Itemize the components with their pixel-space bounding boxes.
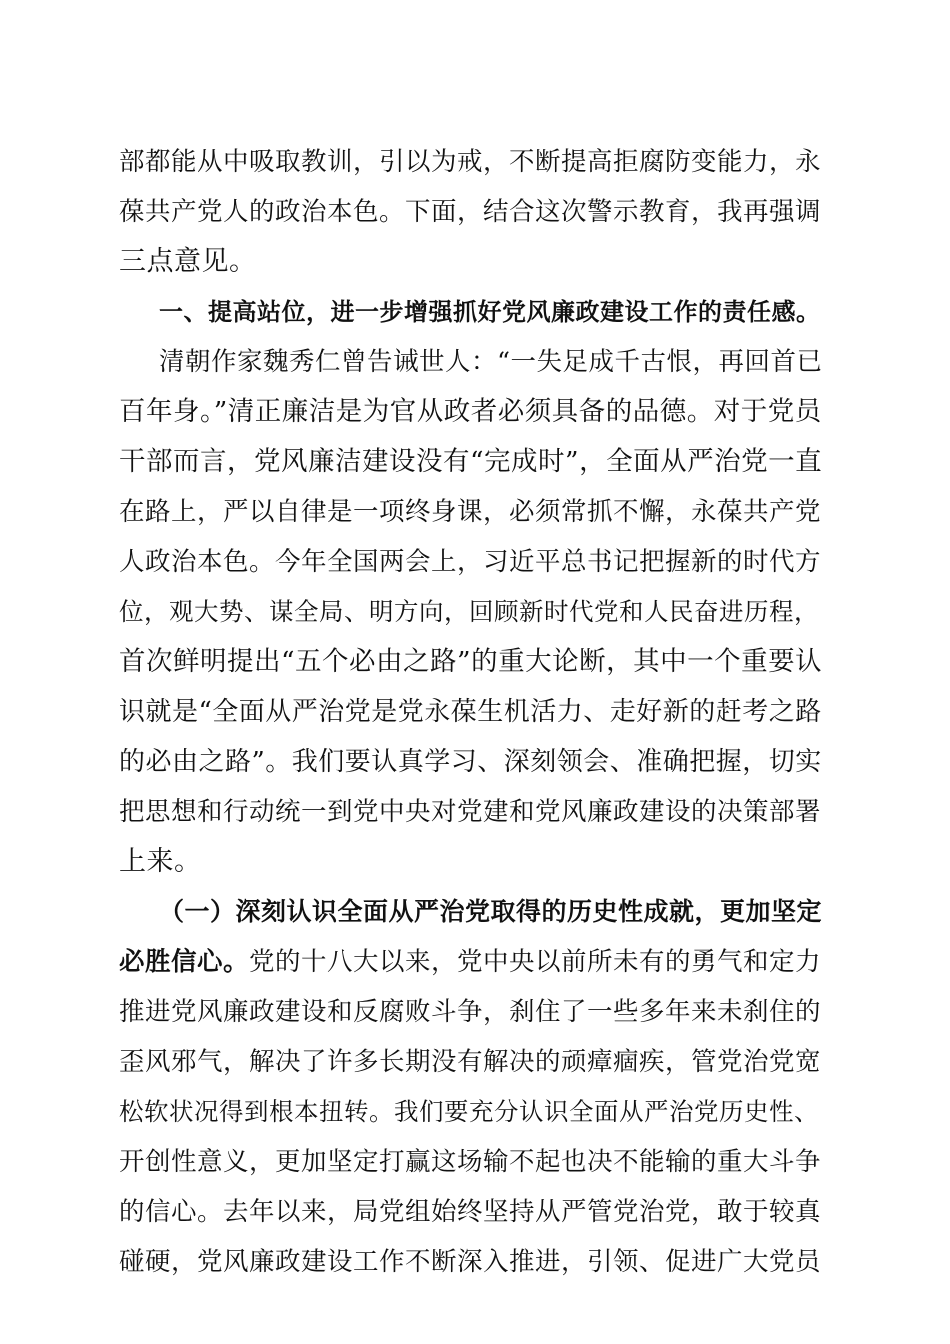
body-line: 首次鲜明提出“五个必由之路”的重大论断，其中一个重要认 — [119, 646, 823, 677]
body-line: 百年身。”清正廉洁是为官从政者必须具备的品德。对于党员 — [119, 396, 822, 427]
body-line: 人政治本色。今年全国两会上，习近平总书记把握新的时代方 — [119, 547, 822, 577]
body-line-tail: 党的十八大以来，党中央以前所未有的勇气和定力 — [249, 947, 822, 977]
body-line: 识就是“全面从严治党是党永葆生机活力、走好新的赶考之路 — [119, 697, 822, 727]
body-line: 的信心。去年以来，局党组始终坚持从严管党治党，敢于较真 — [119, 1197, 822, 1227]
body-line: 位，观大势、谋全局、明方向，回顾新时代党和人民奋进历程， — [119, 597, 819, 626]
body-line: 歪风邪气，解决了许多长期没有解决的顽瘴痼疾，管党治党宽 — [119, 1047, 822, 1077]
body-line: 碰硬，党风廉政建设工作不断深入推进，引领、促进广大党员 — [119, 1247, 822, 1277]
body-line: 三点意见。 — [119, 246, 257, 277]
body-line: 开创性意义，更加坚定打赢这场输不起也决不能输的重大斗争 — [119, 1147, 822, 1177]
body-line: 的必由之路”。我们要认真学习、深刻领会、准确把握，切实 — [119, 747, 822, 777]
subsection-heading: （一）深刻认识全面从严治党取得的历史性成就，更加坚定 — [159, 897, 823, 926]
subsection-heading-tail: 必胜信心。 — [119, 947, 250, 977]
body-line: 在路上，严以自律是一项终身课，必须常抓不懈，永葆共产党 — [119, 497, 822, 527]
body-line: 上来。 — [119, 846, 202, 877]
body-line: 干部而言，党风廉洁建设没有“完成时”，全面从严治党一直 — [119, 446, 823, 477]
body-line: 把思想和行动统一到党中央对党建和党风廉政建设的决策部署 — [119, 797, 822, 827]
subsection-heading-cont — [119, 945, 821, 979]
body-line: 松软状况得到根本扭转。我们要充分认识全面从严治党历史性、 — [119, 1097, 819, 1126]
body-line: 清朝作家魏秀仁曾告诫世人：“一失足成千古恨，再回首已 — [159, 347, 823, 377]
body-line: 部都能从中吸取教训，引以为戒，不断提高拒腐防变能力，永 — [119, 147, 822, 177]
section-heading: 一、提高站位，进一步增强抓好党风廉政建设工作的责任感。 — [159, 298, 821, 326]
body-line: 葆共产党人的政治本色。下面，结合这次警示教育，我再强调 — [119, 197, 822, 227]
body-line: 推进党风廉政建设和反腐败斗争，刹住了一些多年来未刹住的 — [119, 997, 822, 1027]
